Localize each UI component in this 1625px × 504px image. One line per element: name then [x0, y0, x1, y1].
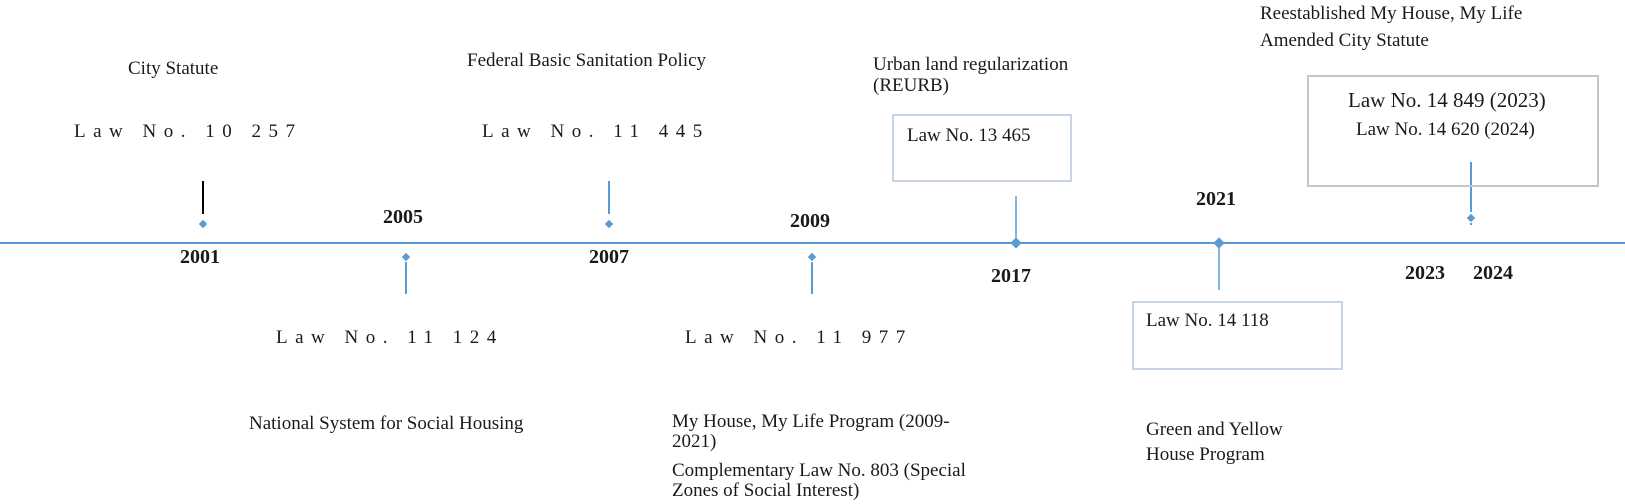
marker-2023 [1467, 214, 1475, 222]
event-extra-2009 [672, 461, 966, 501]
event-title-2021 [1146, 417, 1283, 467]
event-title-2009 [672, 412, 950, 452]
event-title-2021-line1: Green and Yellow [1146, 419, 1283, 440]
event-title-2023-line2: Amended City Statute [1260, 30, 1429, 51]
marker-2005 [402, 253, 410, 261]
year-label-2017: 2017 [991, 265, 1031, 287]
marker-2021 [1213, 237, 1224, 248]
marker-2017 [1010, 237, 1021, 248]
event-law-2005: Law No. 11 124 [276, 327, 504, 348]
event-title-2023-line1: Reestablished My House, My Life [1260, 3, 1523, 24]
marker-2009 [808, 253, 816, 261]
event-law-2017: Law No. 13 465 [907, 125, 1031, 146]
event-law-2001: Law No. 10 257 [74, 121, 303, 142]
event-title-2023 [1260, 0, 1522, 54]
event-title-2017-line1: Urban land regularization [873, 54, 1069, 75]
event-title-2009-line1: My House, My Life Program (2009- [672, 411, 950, 432]
event-law-2021: Law No. 14 118 [1146, 310, 1269, 331]
marker-2001 [199, 220, 207, 228]
event-law-2023-line1: Law No. 14 849 (2023) [1348, 88, 1546, 112]
event-extra-2009-line2: Zones of Social Interest) [672, 480, 860, 501]
event-title-2017-line2: (REURB) [873, 75, 949, 96]
event-title-2005: National System for Social Housing [249, 413, 524, 434]
event-title-2009-line2: 2021) [672, 431, 717, 452]
year-label-2001: 2001 [180, 246, 220, 268]
event-law-2007: Law No. 11 445 [482, 121, 710, 142]
year-label-2024: 2024 [1473, 262, 1513, 284]
year-label-2005: 2005 [383, 206, 423, 228]
year-label-2007: 2007 [589, 246, 629, 268]
event-title-2017 [873, 54, 1068, 96]
event-law-2023-line2: Law No. 14 620 (2024) [1356, 119, 1535, 140]
year-label-2023: 2023 [1405, 262, 1445, 284]
year-label-2021: 2021 [1196, 188, 1236, 210]
event-extra-2009-line1: Complementary Law No. 803 (Special [672, 460, 966, 481]
event-title-2007: Federal Basic Sanitation Policy [467, 50, 707, 71]
year-label-2009: 2009 [790, 210, 830, 232]
event-title-2021-line2: House Program [1146, 444, 1265, 465]
event-title-2001: City Statute [128, 58, 219, 79]
marker-2023-dot [1470, 223, 1472, 225]
event-law-2009: Law No. 11 977 [685, 327, 913, 348]
marker-2007 [605, 220, 613, 228]
